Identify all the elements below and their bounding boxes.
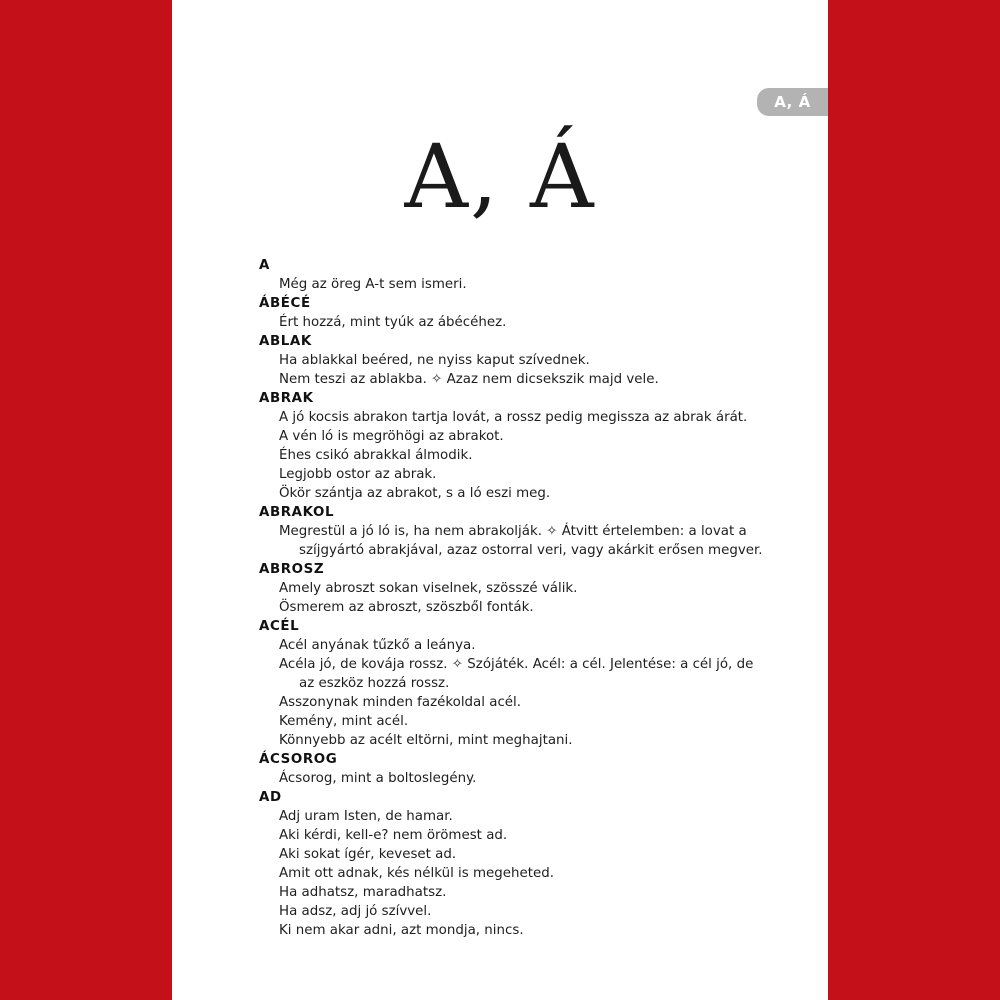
entry-saying bbox=[259, 275, 799, 294]
saying-text: Amely abroszt sokan viselnek, szösszé válik. bbox=[279, 581, 578, 596]
section-tab: A, Á bbox=[757, 88, 828, 116]
entry-saying bbox=[259, 883, 799, 902]
entry-saying bbox=[259, 370, 799, 389]
saying-text: Nem teszi az ablakba. ✧ Azaz nem dicsekszik majd vele. bbox=[279, 372, 659, 387]
saying-text: Ösmerem az abroszt, szöszből fonták. bbox=[279, 600, 534, 615]
entry-saying bbox=[259, 693, 799, 712]
saying-text: Aki sokat ígér, keveset ad. bbox=[279, 847, 457, 862]
entry-saying bbox=[259, 351, 799, 370]
entry-saying bbox=[259, 636, 799, 655]
saying-text: Asszonynak minden fazékoldal acél. bbox=[279, 695, 522, 710]
saying-text: A jó kocsis abrakon tartja lovát, a rossz pedig megissza az abrak árát. bbox=[279, 410, 748, 425]
entry-saying bbox=[259, 864, 799, 883]
entry-saying bbox=[259, 807, 799, 826]
saying-text: A vén ló is megröhögi az abrakot. bbox=[279, 429, 504, 444]
entry-saying bbox=[259, 446, 799, 465]
entry-headword: A bbox=[259, 258, 270, 273]
saying-text: Ha adsz, adj jó szívvel. bbox=[279, 904, 432, 919]
entry-saying bbox=[259, 484, 799, 503]
entry-headword: ABRAK bbox=[259, 391, 314, 406]
entry-saying bbox=[259, 465, 799, 484]
saying-text: Éhes csikó abrakkal álmodik. bbox=[279, 448, 473, 463]
entry-saying bbox=[259, 845, 799, 864]
saying-text: Ért hozzá, mint tyúk az ábécéhez. bbox=[279, 315, 507, 330]
saying-continuation: szíjgyártó abrakjával, azaz ostorral veri, vagy akárkit erősen megver. bbox=[299, 543, 763, 558]
saying-text: Még az öreg A-t sem ismeri. bbox=[279, 277, 467, 292]
saying-text: Adj uram Isten, de hamar. bbox=[279, 809, 453, 824]
dictionary-entries bbox=[259, 256, 799, 940]
saying-text: Könnyebb az acélt eltörni, mint meghajtani. bbox=[279, 733, 573, 748]
saying-text: Megrestül a jó ló is, ha nem abrakolják. ✧ Átvitt értelemben: a lovat a bbox=[279, 524, 747, 539]
entry-headword: ÁCSOROG bbox=[259, 752, 338, 767]
entry-saying bbox=[259, 712, 799, 731]
entry-saying bbox=[259, 408, 799, 427]
entry-saying bbox=[259, 826, 799, 845]
entry-headword: ABROSZ bbox=[259, 562, 325, 577]
entry-headword: ÁBÉCÉ bbox=[259, 296, 311, 311]
entry-headword: ABRAKOL bbox=[259, 505, 335, 520]
saying-text: Legjobb ostor az abrak. bbox=[279, 467, 437, 482]
saying-text: Aki kérdi, kell-e? nem örömest ad. bbox=[279, 828, 508, 843]
saying-continuation: az eszköz hozzá rossz. bbox=[299, 676, 450, 691]
saying-text: Ácsorog, mint a boltoslegény. bbox=[279, 771, 477, 786]
saying-text: Ökör szántja az abrakot, s a ló eszi meg. bbox=[279, 486, 551, 501]
entry-saying bbox=[259, 902, 799, 921]
entry-saying bbox=[259, 598, 799, 617]
entry-saying bbox=[259, 731, 799, 750]
entry-saying bbox=[259, 769, 799, 788]
entry-saying bbox=[259, 921, 799, 940]
saying-text: Acéla jó, de kovája rossz. ✧ Szójáték. Acél: a cél. Jelentése: a cél jó, de bbox=[279, 657, 754, 672]
entry-headword: AD bbox=[259, 790, 282, 805]
entry-headword: ABLAK bbox=[259, 334, 312, 349]
entry-saying bbox=[259, 522, 799, 560]
saying-text: Ha adhatsz, maradhatsz. bbox=[279, 885, 447, 900]
section-title: A, Á bbox=[404, 125, 596, 228]
entry-saying bbox=[259, 655, 799, 693]
entry-headword: ACÉL bbox=[259, 619, 300, 634]
entry-saying bbox=[259, 579, 799, 598]
saying-text: Amit ott adnak, kés nélkül is megeheted. bbox=[279, 866, 554, 881]
entry-saying bbox=[259, 313, 799, 332]
saying-text: Acél anyának tűzkő a leánya. bbox=[279, 638, 476, 653]
saying-text: Ha ablakkal beéred, ne nyiss kaput szívednek. bbox=[279, 353, 590, 368]
saying-text: Ki nem akar adni, azt mondja, nincs. bbox=[279, 923, 524, 938]
entry-saying bbox=[259, 427, 799, 446]
saying-text: Kemény, mint acél. bbox=[279, 714, 409, 729]
